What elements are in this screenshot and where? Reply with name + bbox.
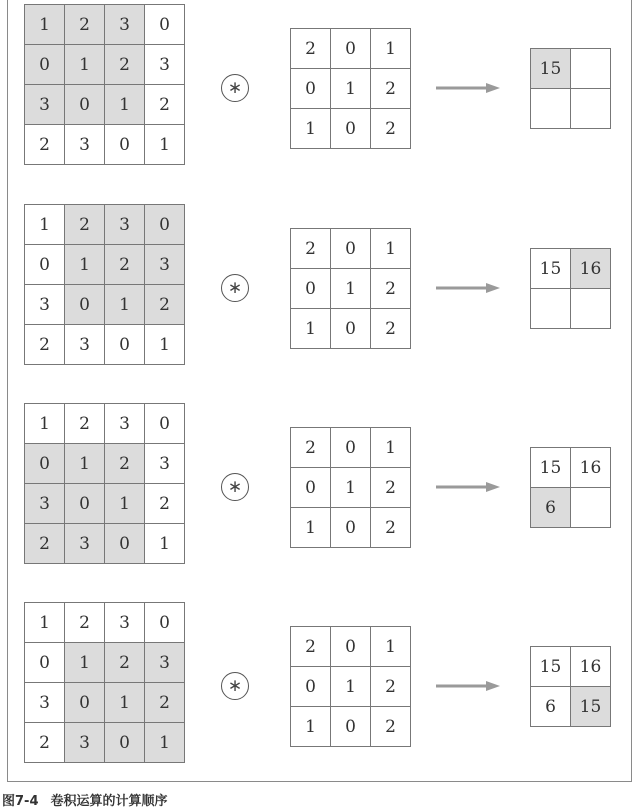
output-matrix (530, 447, 611, 528)
kernel-matrix-row (291, 667, 411, 707)
input-matrix-cell: 3 (145, 643, 185, 683)
input-matrix-cell: 0 (25, 245, 65, 285)
output-matrix-cell: 6 (531, 687, 571, 727)
output-matrix-cell (531, 289, 571, 329)
input-matrix-row (25, 444, 185, 484)
input-matrix-cell: 1 (25, 404, 65, 444)
input-matrix-cell: 0 (25, 45, 65, 85)
kernel-matrix-cell: 0 (331, 109, 371, 149)
output-matrix-cell: 6 (531, 488, 571, 528)
output-matrix-row (531, 89, 611, 129)
input-matrix-cell: 2 (25, 125, 65, 165)
output-matrix-cell (571, 49, 611, 89)
input-matrix-cell: 0 (105, 524, 145, 564)
output-matrix-cell: 15 (531, 448, 571, 488)
kernel-matrix-row (291, 109, 411, 149)
output-matrix (530, 48, 611, 129)
input-matrix-cell: 2 (25, 524, 65, 564)
input-matrix-cell: 0 (145, 5, 185, 45)
kernel-matrix-cell: 2 (291, 229, 331, 269)
kernel-matrix-cell: 1 (371, 627, 411, 667)
input-matrix-cell: 3 (25, 484, 65, 524)
input-matrix-cell: 3 (25, 285, 65, 325)
input-matrix-cell: 0 (145, 603, 185, 643)
input-matrix-cell: 0 (105, 325, 145, 365)
output-matrix-row (531, 289, 611, 329)
input-matrix-row (25, 603, 185, 643)
input-matrix-cell: 3 (145, 45, 185, 85)
output-matrix-cell: 15 (531, 249, 571, 289)
input-matrix-cell: 1 (105, 285, 145, 325)
kernel-matrix-cell: 2 (371, 269, 411, 309)
input-matrix (24, 4, 185, 165)
input-matrix-row (25, 285, 185, 325)
kernel-matrix-cell: 0 (331, 309, 371, 349)
input-matrix-cell: 0 (105, 125, 145, 165)
input-matrix-cell: 3 (105, 603, 145, 643)
output-matrix-cell: 15 (531, 647, 571, 687)
convolution-operator-icon: ∗ (221, 274, 249, 302)
right-arrow-icon (436, 680, 500, 692)
kernel-matrix-cell: 2 (291, 428, 331, 468)
kernel-matrix-cell: 1 (371, 229, 411, 269)
kernel-matrix-cell: 2 (371, 109, 411, 149)
output-matrix (530, 646, 611, 727)
kernel-matrix (290, 626, 411, 747)
input-matrix-cell: 2 (65, 205, 105, 245)
input-matrix-cell: 1 (25, 205, 65, 245)
kernel-matrix-cell: 0 (291, 468, 331, 508)
input-matrix-cell: 1 (65, 444, 105, 484)
input-matrix-cell: 2 (105, 245, 145, 285)
input-matrix-row (25, 404, 185, 444)
kernel-matrix-cell: 0 (331, 428, 371, 468)
kernel-matrix-row (291, 508, 411, 548)
input-matrix-row (25, 5, 185, 45)
convolution-step (0, 204, 635, 374)
kernel-matrix-cell: 1 (331, 468, 371, 508)
kernel-matrix-cell: 1 (331, 269, 371, 309)
input-matrix-cell: 2 (145, 85, 185, 125)
output-matrix-cell (571, 89, 611, 129)
input-matrix-row (25, 125, 185, 165)
kernel-matrix-cell: 2 (371, 508, 411, 548)
input-matrix-cell: 3 (145, 245, 185, 285)
input-matrix-cell: 1 (105, 683, 145, 723)
output-matrix-row (531, 488, 611, 528)
input-matrix-cell: 2 (105, 643, 145, 683)
input-matrix-cell: 1 (145, 325, 185, 365)
input-matrix-cell: 1 (25, 5, 65, 45)
input-matrix (24, 403, 185, 564)
kernel-matrix-cell: 1 (371, 29, 411, 69)
input-matrix-row (25, 643, 185, 683)
input-matrix-cell: 0 (65, 85, 105, 125)
output-matrix-cell: 15 (531, 49, 571, 89)
convolution-step (0, 4, 635, 174)
kernel-matrix-row (291, 428, 411, 468)
input-matrix-row (25, 683, 185, 723)
kernel-matrix-row (291, 29, 411, 69)
input-matrix-cell: 3 (105, 205, 145, 245)
input-matrix-cell: 1 (145, 125, 185, 165)
kernel-matrix-cell: 1 (291, 707, 331, 747)
convolution-operator-icon: ∗ (221, 672, 249, 700)
output-matrix-cell (571, 289, 611, 329)
output-matrix-row (531, 448, 611, 488)
input-matrix-cell: 0 (65, 484, 105, 524)
kernel-matrix-cell: 2 (291, 29, 331, 69)
kernel-matrix-cell: 2 (291, 627, 331, 667)
kernel-matrix-cell: 1 (371, 428, 411, 468)
input-matrix-cell: 0 (25, 643, 65, 683)
convolution-operator-icon: ∗ (221, 74, 249, 102)
kernel-matrix-cell: 0 (331, 627, 371, 667)
input-matrix-cell: 3 (105, 404, 145, 444)
kernel-matrix (290, 427, 411, 548)
input-matrix-cell: 2 (145, 484, 185, 524)
output-matrix-cell (571, 488, 611, 528)
input-matrix-row (25, 205, 185, 245)
kernel-matrix-row (291, 468, 411, 508)
kernel-matrix-cell: 0 (331, 707, 371, 747)
input-matrix-row (25, 484, 185, 524)
output-matrix-row (531, 647, 611, 687)
kernel-matrix-cell: 2 (371, 69, 411, 109)
input-matrix-cell: 2 (65, 5, 105, 45)
kernel-matrix-cell: 0 (331, 508, 371, 548)
kernel-matrix-row (291, 309, 411, 349)
input-matrix-row (25, 85, 185, 125)
input-matrix-row (25, 245, 185, 285)
kernel-matrix-row (291, 269, 411, 309)
figure-caption (2, 790, 168, 809)
input-matrix-row (25, 723, 185, 763)
input-matrix-cell: 2 (25, 325, 65, 365)
input-matrix-cell: 0 (65, 285, 105, 325)
kernel-matrix-cell: 0 (291, 269, 331, 309)
kernel-matrix-row (291, 627, 411, 667)
input-matrix-cell: 1 (65, 643, 105, 683)
right-arrow-icon (436, 282, 500, 294)
input-matrix-cell: 3 (65, 524, 105, 564)
input-matrix-cell: 2 (105, 45, 145, 85)
output-matrix-cell: 15 (571, 687, 611, 727)
kernel-matrix-row (291, 707, 411, 747)
input-matrix-cell: 2 (25, 723, 65, 763)
figure-title: 卷积运算的计算顺序 (50, 794, 168, 809)
output-matrix-row (531, 687, 611, 727)
kernel-matrix-row (291, 69, 411, 109)
kernel-matrix (290, 228, 411, 349)
input-matrix-cell: 1 (105, 85, 145, 125)
kernel-matrix-cell: 1 (291, 109, 331, 149)
kernel-matrix-cell: 0 (291, 69, 331, 109)
output-matrix-cell: 16 (571, 647, 611, 687)
input-matrix-cell: 0 (105, 723, 145, 763)
kernel-matrix-cell: 2 (371, 667, 411, 707)
input-matrix-cell: 0 (65, 683, 105, 723)
input-matrix-cell: 1 (105, 484, 145, 524)
input-matrix-cell: 3 (105, 5, 145, 45)
convolution-step (0, 403, 635, 573)
input-matrix (24, 602, 185, 763)
output-matrix-cell: 16 (571, 448, 611, 488)
input-matrix-row (25, 45, 185, 85)
output-matrix-row (531, 249, 611, 289)
input-matrix-cell: 3 (25, 85, 65, 125)
input-matrix-cell: 1 (25, 603, 65, 643)
convolution-operator-icon: ∗ (221, 473, 249, 501)
kernel-matrix-cell: 1 (331, 69, 371, 109)
input-matrix-cell: 3 (65, 723, 105, 763)
input-matrix-cell: 3 (145, 444, 185, 484)
kernel-matrix-cell: 0 (331, 29, 371, 69)
output-matrix-row (531, 49, 611, 89)
input-matrix-cell: 2 (65, 404, 105, 444)
input-matrix-cell: 1 (65, 45, 105, 85)
kernel-matrix-cell: 1 (291, 508, 331, 548)
input-matrix-cell: 3 (25, 683, 65, 723)
output-matrix-cell: 16 (571, 249, 611, 289)
input-matrix-cell: 2 (145, 683, 185, 723)
convolution-step (0, 602, 635, 772)
right-arrow-icon (436, 481, 500, 493)
input-matrix-cell: 1 (65, 245, 105, 285)
kernel-matrix-cell: 0 (291, 667, 331, 707)
input-matrix-cell: 3 (65, 325, 105, 365)
right-arrow-icon (436, 82, 500, 94)
input-matrix-cell: 2 (105, 444, 145, 484)
kernel-matrix-cell: 0 (331, 229, 371, 269)
output-matrix-cell (531, 89, 571, 129)
output-matrix (530, 248, 611, 329)
input-matrix-cell: 1 (145, 524, 185, 564)
input-matrix-row (25, 524, 185, 564)
kernel-matrix-row (291, 229, 411, 269)
input-matrix-cell: 0 (25, 444, 65, 484)
input-matrix-cell: 3 (65, 125, 105, 165)
input-matrix-cell: 0 (145, 404, 185, 444)
figure-number: 图7-4 (2, 794, 39, 809)
input-matrix-cell: 2 (65, 603, 105, 643)
input-matrix (24, 204, 185, 365)
input-matrix-cell: 2 (145, 285, 185, 325)
kernel-matrix-cell: 2 (371, 707, 411, 747)
kernel-matrix-cell: 1 (331, 667, 371, 707)
kernel-matrix-cell: 2 (371, 468, 411, 508)
input-matrix-row (25, 325, 185, 365)
kernel-matrix-cell: 1 (291, 309, 331, 349)
kernel-matrix (290, 28, 411, 149)
input-matrix-cell: 0 (145, 205, 185, 245)
input-matrix-cell: 1 (145, 723, 185, 763)
kernel-matrix-cell: 2 (371, 309, 411, 349)
